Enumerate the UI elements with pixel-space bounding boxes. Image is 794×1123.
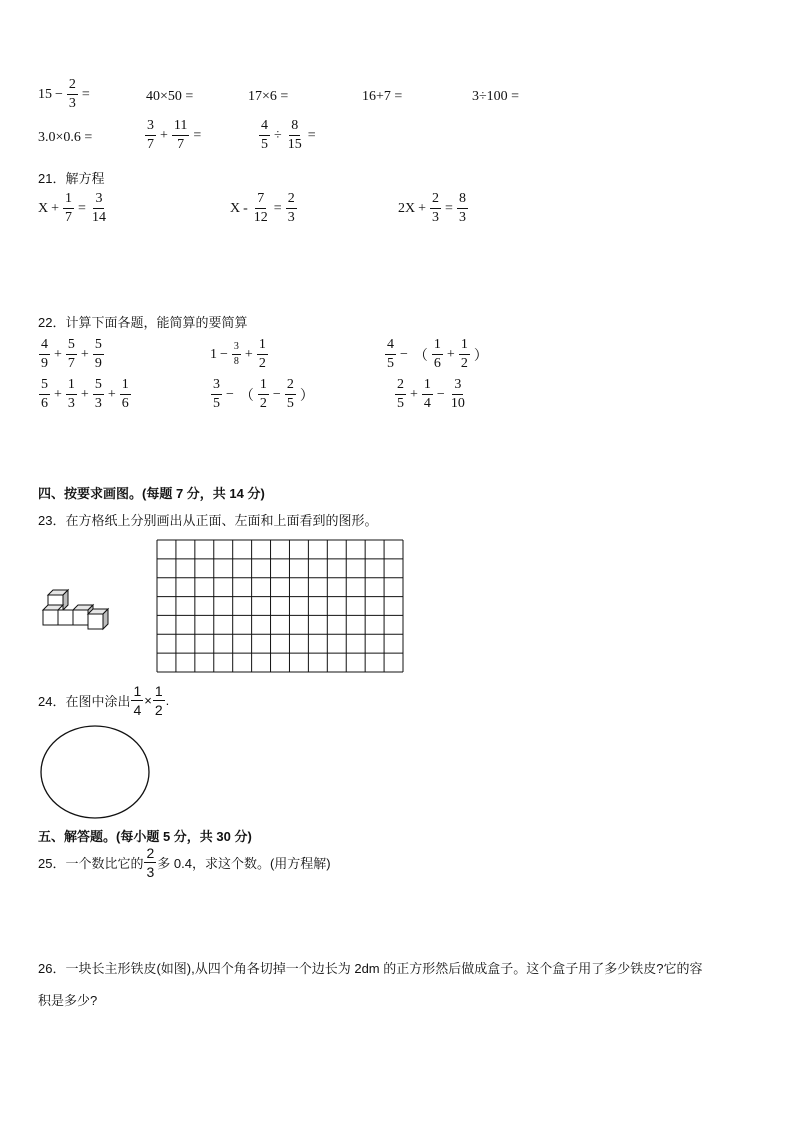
left-paren: （ <box>239 388 254 404</box>
denominator: 2 <box>258 356 266 371</box>
denominator: 5 <box>387 356 394 371</box>
numerator: 2 <box>67 78 78 95</box>
denominator: 3 <box>432 210 440 225</box>
calc-e <box>210 378 317 411</box>
numerator: 4 <box>385 338 396 355</box>
operator: − <box>220 346 228 362</box>
equals: = <box>273 200 282 216</box>
numerator: 4 <box>259 119 270 136</box>
fraction <box>144 846 156 879</box>
operator: + <box>80 386 89 402</box>
section-4-heading: 四、按要求画图。(每题 7 分，共 14 分) <box>38 486 265 501</box>
fraction <box>385 338 396 371</box>
fraction <box>67 78 78 111</box>
numerator: 4 <box>39 338 50 355</box>
denominator: 10 <box>450 396 465 411</box>
q24-prefix: 24．在图中涂出 <box>38 694 131 709</box>
numerator: 1 <box>258 378 269 395</box>
equals: = <box>81 86 90 102</box>
denominator: 2 <box>460 356 468 371</box>
fraction <box>39 338 50 371</box>
fraction <box>66 378 77 411</box>
denominator: 3 <box>94 396 102 411</box>
fraction <box>432 338 443 371</box>
fraction <box>286 119 304 152</box>
denominator: 7 <box>67 356 75 371</box>
denominator: 14 <box>91 210 106 225</box>
fraction <box>172 119 189 152</box>
denominator: 15 <box>287 137 302 152</box>
numerator: 2 <box>395 378 406 395</box>
equation-2 <box>230 192 298 225</box>
fraction <box>211 378 222 411</box>
denominator: 3 <box>67 396 75 411</box>
operator: + <box>51 200 60 216</box>
fraction <box>252 192 270 225</box>
oral-calc-5: 3÷100 = <box>472 89 520 104</box>
numerator: 2 <box>285 378 296 395</box>
denominator: 5 <box>213 396 220 411</box>
fraction <box>232 342 241 367</box>
q24-text <box>38 684 169 717</box>
operator: + <box>54 346 62 362</box>
denominator: 3 <box>68 96 76 111</box>
variable: X <box>230 200 241 216</box>
calc-d <box>38 378 132 411</box>
numerator: 2 <box>146 845 155 861</box>
numerator: 1 <box>459 338 470 355</box>
denominator: 3 <box>146 864 155 880</box>
operator: + <box>80 346 89 362</box>
numerator: 3 <box>93 192 104 209</box>
numerator: 5 <box>39 378 50 395</box>
section-5-heading: 五、解答题。(每小题 5 分，共 30 分) <box>38 829 252 844</box>
fraction <box>286 192 297 225</box>
operator: + <box>410 386 418 402</box>
fraction <box>63 192 74 225</box>
whole-number: 1 <box>210 346 217 362</box>
operator: + <box>160 127 168 143</box>
fraction <box>153 684 165 717</box>
numerator: 3 <box>145 119 156 136</box>
operator: − <box>226 386 234 402</box>
q25-prefix: 25．一个数比它的 <box>38 856 144 871</box>
fraction <box>457 192 468 225</box>
denominator: 6 <box>433 356 441 371</box>
operator: + <box>418 200 427 216</box>
fraction <box>259 119 270 152</box>
denominator: 4 <box>133 702 142 718</box>
equation-1 <box>38 192 109 225</box>
fraction <box>93 378 104 411</box>
cube-figure <box>40 588 120 632</box>
numerator: 11 <box>172 119 189 136</box>
q25-suffix: 多 0.4，求这个数。(用方程解) <box>157 856 331 871</box>
numerator: 1 <box>154 683 163 699</box>
oral-calc-6: 3.0×0.6 = <box>38 130 93 145</box>
q22-title: 22．计算下面各题，能简算的要简算 <box>38 315 248 330</box>
q26-line-2: 积是多少? <box>38 993 98 1008</box>
operator: − <box>400 346 408 362</box>
denominator: 4 <box>423 396 431 411</box>
variable: X <box>38 200 49 216</box>
numerator: 5 <box>93 338 104 355</box>
circle-figure[interactable] <box>38 724 154 820</box>
denominator: 7 <box>147 137 154 152</box>
denominator: 7 <box>177 137 185 152</box>
fraction <box>39 378 50 411</box>
numerator: 7 <box>255 192 266 209</box>
operator: + <box>446 346 455 362</box>
fraction <box>285 378 296 411</box>
denominator: 2 <box>259 396 267 411</box>
operator: + <box>244 346 253 362</box>
numerator: 1 <box>66 378 77 395</box>
fraction <box>90 192 108 225</box>
operator: + <box>107 386 116 402</box>
operator: + <box>54 386 62 402</box>
equals: = <box>78 200 86 216</box>
calc-a <box>38 338 105 371</box>
denominator: 2 <box>154 702 163 718</box>
grid-paper[interactable] <box>156 539 404 673</box>
fraction <box>93 338 104 371</box>
denominator: 9 <box>94 356 102 371</box>
fraction <box>120 378 131 411</box>
equals: = <box>307 127 316 143</box>
numerator: 1 <box>422 378 433 395</box>
fraction <box>422 378 433 411</box>
numerator: 8 <box>289 119 300 136</box>
equals: = <box>445 200 453 216</box>
fraction <box>66 338 77 371</box>
numerator: 3 <box>232 342 241 355</box>
equation-3 <box>398 192 469 225</box>
fraction <box>257 338 268 371</box>
numerator: 1 <box>63 192 74 209</box>
calc-b <box>210 338 269 371</box>
fraction <box>258 378 269 411</box>
operator: − <box>272 386 281 402</box>
denominator: 3 <box>458 210 466 225</box>
calc-c <box>384 338 491 371</box>
variable: 2X <box>398 200 416 216</box>
numerator: 2 <box>286 192 297 209</box>
operator: × <box>144 693 152 708</box>
equals: = <box>193 127 202 143</box>
right-paren: ） <box>473 348 488 364</box>
operator: − <box>436 386 445 402</box>
oral-calc-7 <box>144 119 204 152</box>
denominator: 6 <box>121 396 129 411</box>
left-paren: （ <box>413 348 428 364</box>
fraction <box>395 378 406 411</box>
calc-f <box>394 378 468 411</box>
fraction <box>449 378 467 411</box>
denominator: 7 <box>65 210 73 225</box>
oral-calc-2: 40×50 = <box>146 89 194 104</box>
numerator: 1 <box>133 683 142 699</box>
operator: − <box>55 86 63 102</box>
operator: - <box>243 200 248 216</box>
q26-line-1: 26．一块长主形铁皮(如图),从四个角各切掉一个边长为 2dm 的正方形然后做成盒子。这个盒子用了多少铁皮?它的容 <box>38 961 703 976</box>
term: 15 <box>38 86 52 102</box>
denominator: 9 <box>41 356 48 371</box>
numerator: 5 <box>93 378 104 395</box>
denominator: 8 <box>233 356 239 367</box>
right-paren: ） <box>299 388 314 404</box>
denominator: 6 <box>41 396 48 411</box>
numerator: 1 <box>432 338 443 355</box>
fraction <box>145 119 156 152</box>
denominator: 3 <box>287 210 295 225</box>
numerator: 1 <box>120 378 131 395</box>
numerator: 5 <box>66 338 77 355</box>
numerator: 3 <box>211 378 222 395</box>
oral-calc-8 <box>258 119 319 152</box>
q24-suffix: . <box>165 693 170 708</box>
numerator: 2 <box>430 192 441 209</box>
oral-calc-3: 17×6 = <box>248 89 289 104</box>
numerator: 8 <box>457 192 468 209</box>
fraction <box>430 192 441 225</box>
denominator: 5 <box>397 396 404 411</box>
oral-calc-4: 16+7 = <box>362 89 403 104</box>
oral-calc-1 <box>38 78 93 111</box>
denominator: 12 <box>253 210 268 225</box>
operator: ÷ <box>274 127 282 143</box>
q25-text <box>38 846 331 879</box>
fraction <box>459 338 470 371</box>
q21-title: 21．解方程 <box>38 171 105 186</box>
q23-text: 23．在方格纸上分别画出从正面、左面和上面看到的图形。 <box>38 513 378 528</box>
numerator: 3 <box>452 378 463 395</box>
denominator: 5 <box>261 137 268 152</box>
fraction <box>131 684 143 717</box>
denominator: 5 <box>286 396 294 411</box>
numerator: 1 <box>257 338 268 355</box>
